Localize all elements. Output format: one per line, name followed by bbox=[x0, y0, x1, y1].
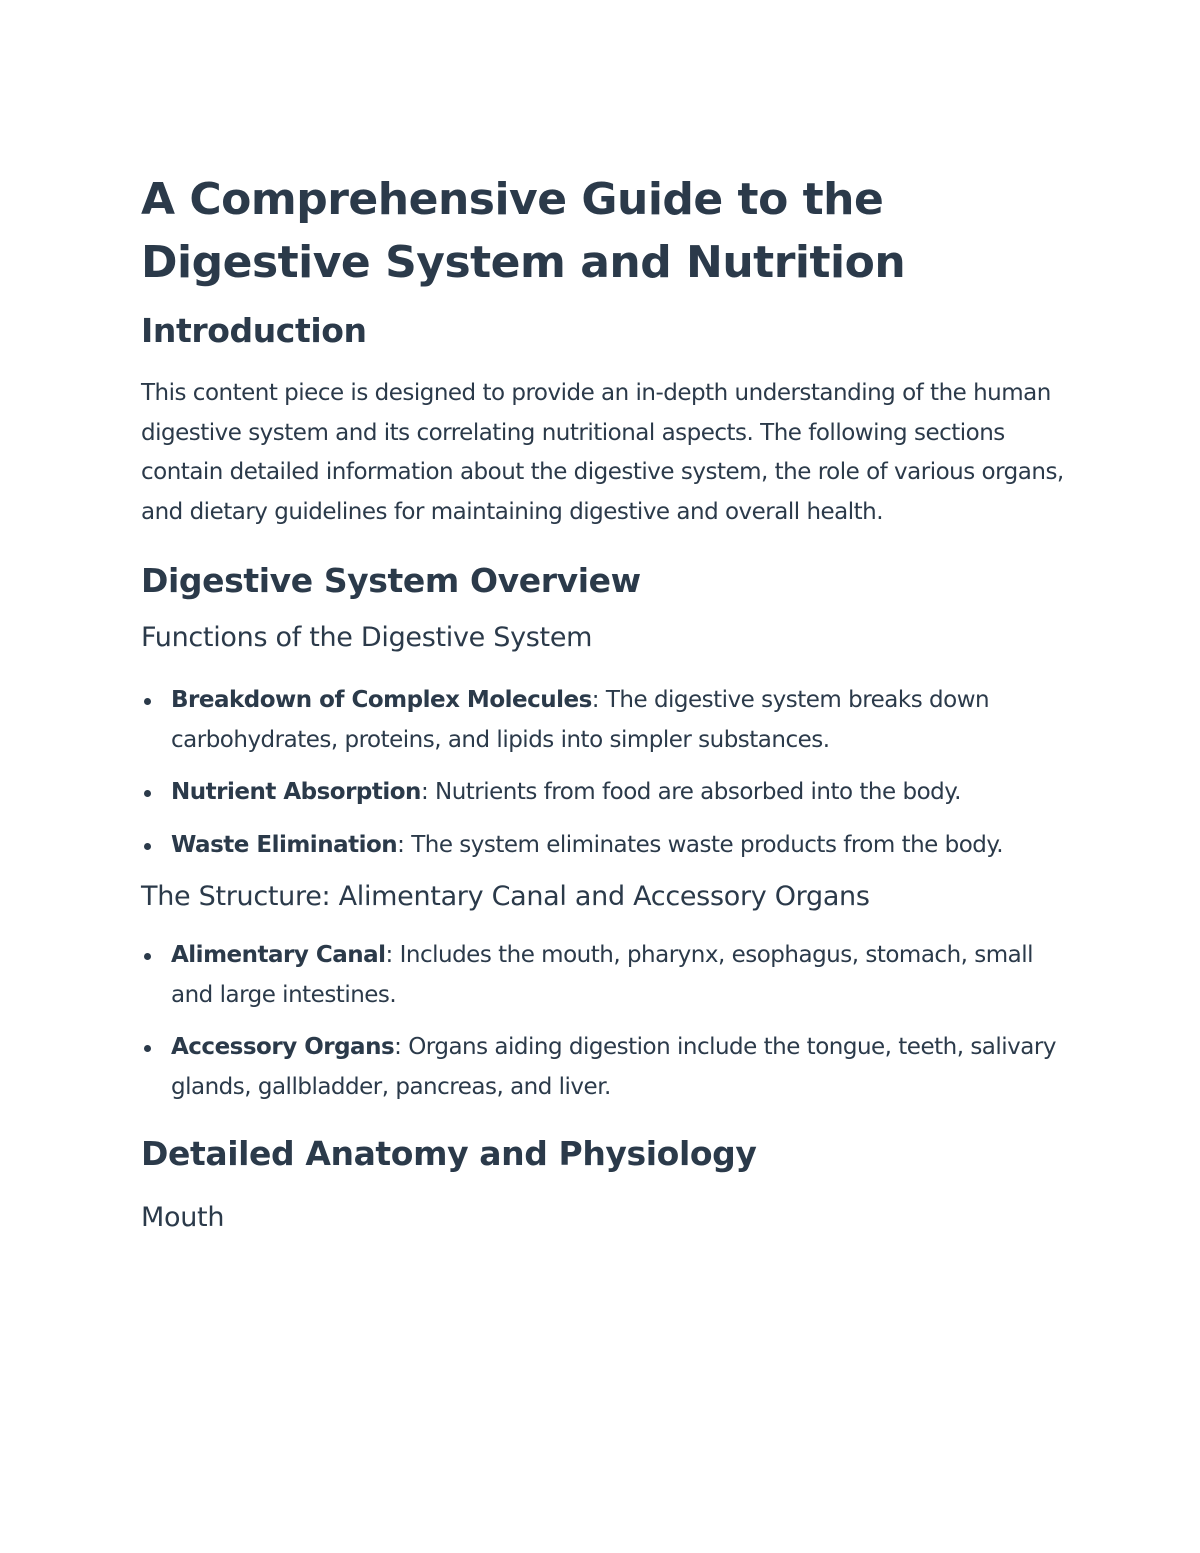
bullet-icon bbox=[144, 843, 151, 850]
document-page bbox=[141, 168, 1071, 1236]
list-item-term: Alimentary Canal bbox=[171, 942, 386, 968]
list-item-text: : The system eliminates waste products from the body. bbox=[397, 831, 1004, 858]
list-item-text: : Organs aiding digestion include the tongue, teeth, salivary glands, gallbladder, pancreas, and liver. bbox=[171, 1034, 1056, 1100]
functions-heading: Functions of the Digestive System bbox=[141, 622, 593, 653]
structure-list bbox=[141, 936, 1071, 1107]
list-item-term: Breakdown of Complex Molecules bbox=[171, 687, 592, 713]
anatomy-heading: Detailed Anatomy and Physiology bbox=[141, 1134, 757, 1173]
document-title: A Comprehensive Guide to the Digestive System and Nutrition bbox=[141, 174, 906, 288]
overview-heading: Digestive System Overview bbox=[141, 561, 641, 600]
list-item bbox=[141, 826, 1071, 866]
list-item bbox=[141, 1028, 1071, 1107]
bullet-icon bbox=[144, 790, 151, 797]
list-item-text: : The digestive system breaks down carbohydrates, proteins, and lipids into simpler substances. bbox=[171, 687, 990, 753]
list-item bbox=[141, 773, 1071, 813]
list-item bbox=[141, 936, 1071, 1015]
mouth-heading: Mouth bbox=[141, 1202, 225, 1233]
list-item-term: Nutrient Absorption bbox=[171, 779, 421, 805]
introduction-heading: Introduction bbox=[141, 311, 367, 350]
introduction-paragraph: This content piece is designed to provide an in-depth understanding of the human digestive system and its correlating nutritional aspects. The following sections contain detailed information about the digestive system, the role of various organs, and dietary guidelines for maintaining digestive and overall health. bbox=[141, 380, 1064, 525]
structure-heading: The Structure: Alimentary Canal and Accessory Organs bbox=[141, 881, 870, 912]
list-item-text: : Nutrients from food are absorbed into the body. bbox=[420, 779, 961, 805]
functions-list bbox=[141, 681, 1071, 865]
list-item bbox=[141, 681, 1071, 760]
bullet-icon bbox=[144, 953, 151, 960]
bullet-icon bbox=[144, 698, 151, 705]
list-item-term: Waste Elimination bbox=[171, 831, 398, 858]
list-item-text: : Includes the mouth, pharynx, esophagus, stomach, small and large intestines. bbox=[171, 942, 1034, 1008]
list-item-term: Accessory Organs bbox=[171, 1034, 395, 1060]
bullet-icon bbox=[144, 1045, 151, 1052]
